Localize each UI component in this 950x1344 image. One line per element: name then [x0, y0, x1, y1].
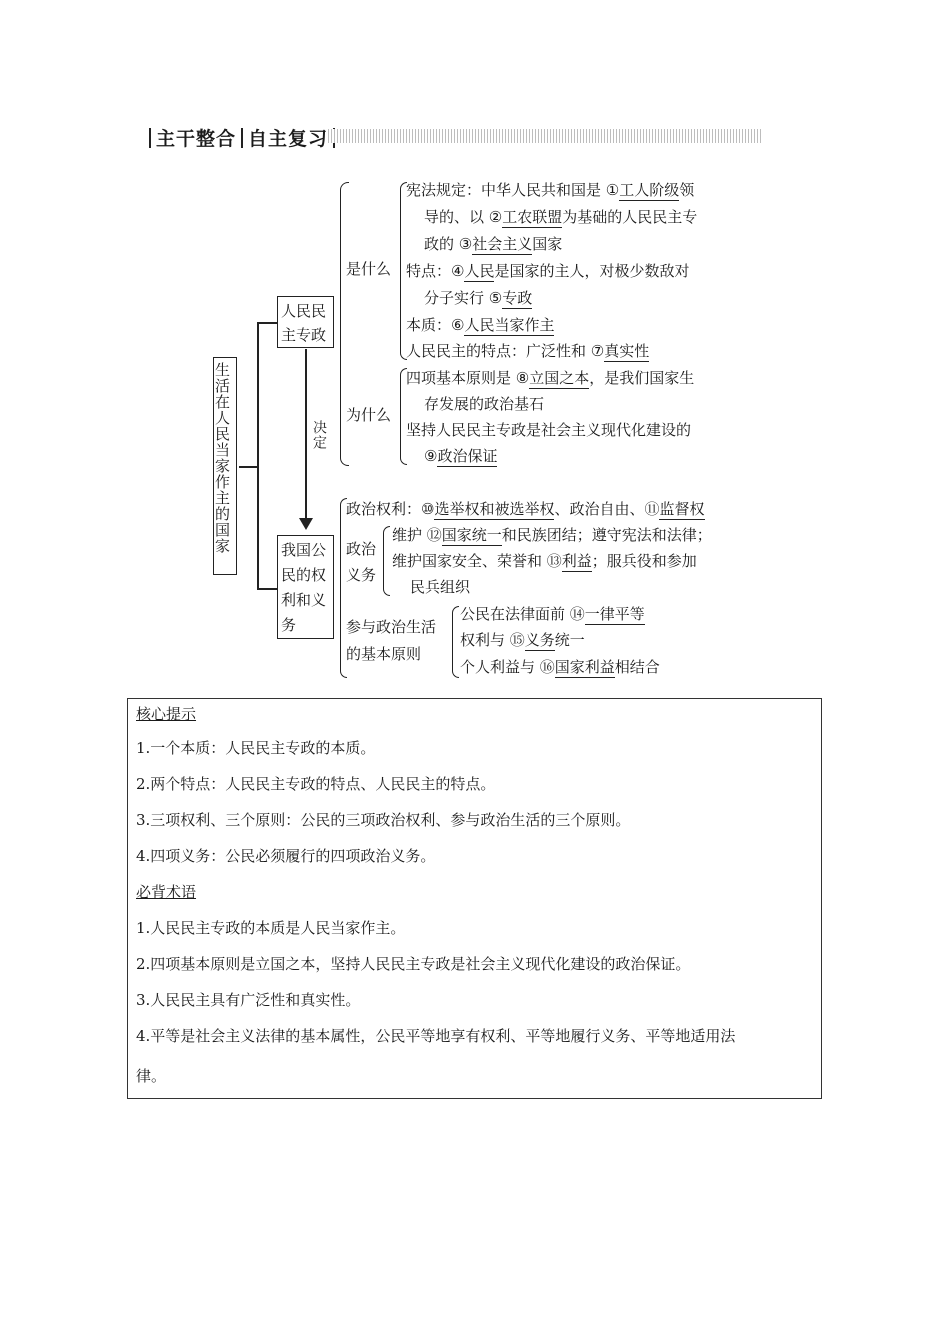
duties-label-1: 政治 — [346, 540, 377, 558]
what-line3: 政的 ③社会主义国家 — [424, 235, 563, 253]
root-node: 生活在人民当家作主的国家 — [213, 357, 237, 575]
what-label: 是什么 — [346, 260, 392, 278]
core-item: 4.四项义务：公民必须履行的四项政治义务。 — [136, 847, 436, 865]
section-header — [144, 124, 340, 151]
answer-12: 国家统一 — [441, 526, 502, 544]
principles-line1: 公民在法律面前 ⑭一律平等 — [460, 605, 645, 623]
connector — [257, 322, 259, 589]
what-line6: 本质：⑥人民当家作主 — [406, 316, 555, 334]
connector — [257, 322, 277, 324]
why-line1: 四项基本原则是 ⑧立国之本，是我们国家生 — [406, 369, 695, 387]
what-line5: 分子实行 ⑤专政 — [424, 289, 533, 307]
must-item: 3.人民民主具有广泛性和真实性。 — [136, 991, 361, 1009]
what-line7: 人民民主的特点：广泛性和 ⑦真实性 — [406, 342, 650, 360]
duties-line1: 维护 ⑫国家统一和民族团结；遵守宪法和法律； — [392, 526, 712, 544]
answer-7: 真实性 — [604, 342, 650, 360]
answer-15: 义务 — [524, 631, 555, 649]
why-line2: 存发展的政治基石 — [424, 395, 545, 413]
answer-13: 利益 — [561, 552, 592, 570]
answer-1: 工人阶级 — [619, 181, 680, 199]
node-dictatorship: 人民民主专政 — [277, 296, 334, 348]
answer-9: 政治保证 — [437, 447, 498, 465]
answer-3: 社会主义 — [472, 235, 533, 253]
summary-box — [127, 698, 822, 1099]
decide-arrow-shaft — [305, 349, 307, 521]
must-item: 2.四项基本原则是立国之本，坚持人民民主专政是社会主义现代化建设的政治保证。 — [136, 955, 691, 973]
connector — [239, 466, 258, 468]
answer-16: 国家利益 — [554, 658, 615, 676]
core-item: 1.一个本质：人民民主专政的本质。 — [136, 739, 376, 757]
must-item: 1.人民民主专政的本质是人民当家作主。 — [136, 919, 406, 937]
must-title: 必背术语 — [136, 883, 197, 901]
core-title: 核心提示 — [136, 705, 197, 723]
connector — [257, 588, 277, 590]
answer-4: 人民 — [464, 262, 495, 280]
arrow-head-icon — [299, 518, 313, 532]
duties-line3: 民兵组织 — [410, 578, 471, 596]
header-hatch-decoration — [328, 129, 762, 143]
principles-label-2: 的基本原则 — [346, 645, 422, 663]
what-line2: 导的、以 ②工农联盟为基础的人民民主专 — [424, 208, 698, 226]
answer-14: 一律平等 — [584, 605, 645, 623]
why-label: 为什么 — [346, 406, 392, 424]
answer-11: 监督权 — [659, 500, 705, 518]
rights-line: 政治权利：⑩选举权和被选举权、政治自由、⑪监督权 — [346, 500, 705, 518]
principles-line3: 个人利益与 ⑯国家利益相结合 — [460, 658, 660, 676]
core-item: 2.两个特点：人民民主专政的特点、人民民主的特点。 — [136, 775, 496, 793]
header-divider — [241, 128, 243, 148]
answer-8: 立国之本 — [529, 369, 590, 387]
brace — [383, 526, 390, 596]
duties-line2: 维护国家安全、荣誉和 ⑬利益；服兵役和参加 — [392, 552, 697, 570]
answer-2: 工农联盟 — [502, 208, 563, 226]
why-line4: ⑨政治保证 — [424, 447, 498, 465]
answer-5: 专政 — [502, 289, 533, 307]
arrow-label: 决定 — [311, 420, 327, 450]
principles-label-1: 参与政治生活 — [346, 618, 437, 636]
must-item: 4.平等是社会主义法律的基本属性，公民平等地享有权利、平等地履行义务、平等地适用法 — [136, 1027, 736, 1045]
must-item: 律。 — [136, 1067, 167, 1085]
principles-line2: 权利与 ⑮义务统一 — [460, 631, 585, 649]
answer-6: 人民当家作主 — [464, 316, 555, 334]
header-title-part1: 主干整合 — [156, 128, 237, 150]
answer-10: 选举权和被选举权 — [434, 500, 555, 518]
duties-label-2: 义务 — [346, 566, 377, 584]
header-title-part2: 自主复习 — [248, 128, 329, 150]
brace — [452, 606, 459, 678]
node-rights-duties: 我国公民的权利和义务 — [277, 535, 334, 639]
why-line3: 坚持人民民主专政是社会主义现代化建设的 — [406, 421, 692, 439]
core-item: 3.三项权利、三个原则：公民的三项政治权利、参与政治生活的三个原则。 — [136, 811, 631, 829]
header-divider — [149, 128, 151, 148]
what-line4: 特点：④人民是国家的主人，对极少数敌对 — [406, 262, 690, 280]
what-line1: 宪法规定：中华人民共和国是 ①工人阶级领 — [406, 181, 695, 199]
